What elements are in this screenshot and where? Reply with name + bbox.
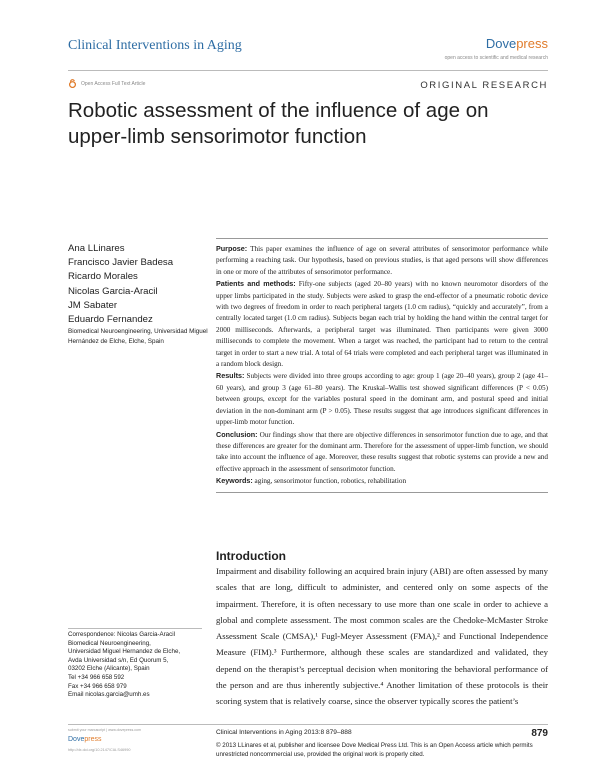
abstract-results	[216, 370, 548, 428]
abstract-purpose	[216, 243, 548, 278]
correspondence-divider	[68, 628, 202, 629]
introduction-heading: Introduction	[216, 549, 286, 563]
citation: Clinical Interventions in Aging 2013:8 879–888	[216, 729, 352, 736]
article-title: Robotic assessment of the influence of age on upper-limb sensorimotor function	[68, 99, 489, 148]
footer-logo-part-2: press	[84, 736, 102, 743]
open-access-badge	[68, 79, 145, 88]
footer-publisher-logo[interactable]	[68, 736, 101, 743]
author-list	[68, 242, 173, 327]
methods-label: Patients and methods:	[216, 279, 296, 289]
affiliation: Biomedical Neuroengineering, Universidad Miguel Hernández de Elche, Elche, Spain	[68, 328, 208, 345]
footer-logo-part-1: Dove	[68, 736, 85, 743]
correspondence-line: Universidad Miguel Hernandez de Elche,	[68, 648, 181, 656]
keywords-text: aging, sensorimotor function, robotics, rehabilitation	[254, 477, 407, 486]
publisher-logo-part-2: press	[516, 36, 548, 51]
conclusion-label: Conclusion:	[216, 429, 258, 439]
results-text: Subjects were divided into three groups according to age: group 1 (age 20–40 years), group 2 (age 41–60 years), and group 3 (age 61–80 years). The Kruskal–Wallis test showed significant differences (P < 0.05) between groups, except for the variables postural speed in the dominant arm, and postural speed and initial deviation in the non-dominant arm (P > 0.05). These results suggest that age introduces significant differences in upper-limb motor function.	[216, 372, 549, 427]
results-label: Results:	[216, 371, 245, 381]
copyright-notice: © 2013 LLinares et al, publisher and licensee Dove Medical Press Ltd. This is an Open Access article which permits unrestricted noncommercial use, provided the original work is properly cited.	[216, 742, 533, 759]
author: Nicolas Garcia-Aracil	[68, 285, 158, 297]
methods-text: Fifty-one subjects (aged 20–80 years) with no known neuromotor disorders of the upper limbs participated in the study. Subjects were asked to grasp the end-effector of a pneumatic robotic device with two degrees of freedom in order to reach peripheral targets (1.0 cm radius), “quickly and accurately”, from a centrally located target (1.0 cm radius). Subjects began each trial by holding the hand within the central target for 2000 milliseconds. Afterwards, a peripheral target was illuminated. Then participants were given 3000 milliseconds to complete the movement. When a target was reached, the participant had to return to the central target in order to start a new trial. A total of 64 trials were completed and each peripheral target was illuminated in a random block design.	[216, 280, 549, 369]
author: Eduardo Fernandez	[68, 314, 153, 326]
correspondence-block	[68, 631, 208, 700]
purpose-text: This paper examines the influence of age on several attributes of sensorimotor performance while performing a reaching task. Our hypothesis, based on previous studies, is that aged persons will show differences in one or more of the attributes of sensorimotor performance.	[216, 245, 548, 276]
abstract-conclusion	[216, 429, 548, 476]
open-access-label: Open Access Full Text Article	[81, 80, 146, 87]
correspondence-line: Fax +34 966 658 979	[68, 682, 127, 690]
abstract-keywords	[216, 475, 548, 487]
submit-manuscript-link[interactable]: submit your manuscript | www.dovepress.com	[68, 728, 142, 732]
author: Ricardo Morales	[68, 271, 138, 283]
correspondence-label: Correspondence: Nicolas Garcia-Aracil	[68, 631, 175, 638]
publisher-logo-part-1: Dove	[485, 36, 517, 51]
keywords-label: Keywords:	[216, 476, 253, 486]
correspondence-email[interactable]: Email nicolas.garcia@umh.es	[68, 691, 150, 699]
conclusion-text: Our findings show that there are objective differences in sensorimotor function due to age, and that these differences are greater for the dominant arm. Therefore for the assessment of upper-limb function, we should take into account the influence of age. Moreover, these results suggest that robotic systems can provide a new and effective approach in the assessment of sensorimotor function.	[216, 430, 549, 473]
open-access-lock-icon	[68, 79, 77, 88]
publisher-logo[interactable]	[486, 36, 548, 51]
abstract-methods	[216, 278, 548, 370]
correspondence-line: Avda Universidad s/n, Ed Quorum 5,	[68, 656, 169, 664]
correspondence-line: Biomedical Neuroengineering,	[68, 639, 151, 647]
footer-divider	[68, 724, 548, 725]
journal-name: Clinical Interventions in Aging	[68, 38, 242, 53]
abstract-box	[216, 238, 548, 493]
publisher-tagline: open access to scientific and medical research	[444, 55, 548, 61]
correspondence-line: Tel +34 966 658 592	[68, 673, 125, 681]
header-divider	[68, 70, 548, 71]
author: Ana LLinares	[68, 243, 125, 254]
purpose-label: Purpose:	[216, 244, 248, 253]
author: JM Sabater	[68, 299, 118, 311]
article-type: ORIGINAL RESEARCH	[420, 80, 548, 91]
page-number: 879	[531, 728, 548, 739]
author: Francisco Javier Badesa	[68, 257, 174, 269]
doi-link[interactable]: http://dx.doi.org/10.2147/CIA.S46990	[68, 748, 131, 752]
introduction-text: Impairment and disability following an acquired brain injury (ABI) are often assessed by many scales that are long, difficult to administer, and centered only on some aspects of the impairment. Therefore, it is often necessary to use more than one scale in order to achieve a global and complete assessment. The most common scales are the Chedoke-McMaster Stroke Assessment Scale (CMSA),¹ Fugl-Meyer Assessment (FMA),² and Functional Independence Measure (FIM).³ Furthermore, although these scales are standardized and validated, they depend on the therapist’s perceptual decision when monitoring the behavioral performance of the person and are thus inherently subjective.⁴ Another limitation of these protocols is their scoring system that is relatively coarse, since the observer typically scores the patient’s	[216, 566, 548, 707]
correspondence-line: 03202 Elche (Alicante), Spain	[68, 665, 150, 673]
